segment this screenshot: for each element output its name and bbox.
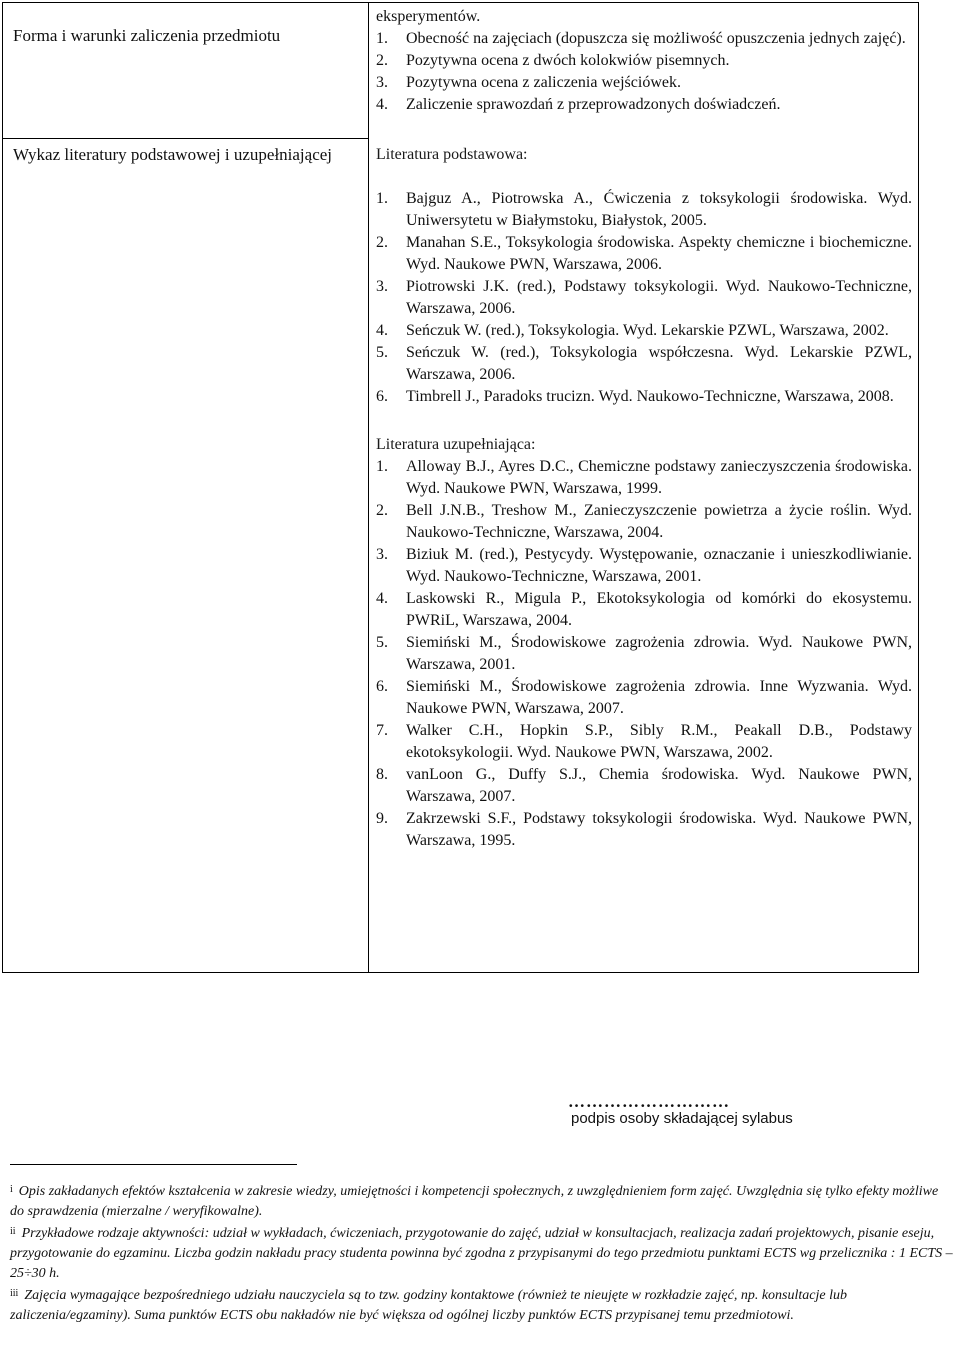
- list-item: [376, 342, 912, 386]
- item-number: 5.: [376, 634, 388, 651]
- item-number: 2.: [376, 234, 388, 251]
- item-text: Bell J.N.B., Treshow M., Zanieczyszczenie powietrza a życie roślin. Wyd. Naukowo-Techniczne, Warszawa, 2004.: [406, 502, 912, 541]
- footnote-mark: ii: [10, 1226, 16, 1237]
- list-item: [376, 808, 912, 852]
- item-text: Zaliczenie sprawozdań z przeprowadzonych doświadczeń.: [406, 96, 781, 113]
- syllabus-table: [2, 2, 919, 973]
- item-number: 6.: [376, 388, 388, 405]
- footnote-text: Przykładowe rodzaje aktywności: udział w wykładach, ćwiczeniach, przygotowanie do zajęć, udział w konsultacjach, realizacja zadań projektowych, pisanie eseju, przygotowanie do egzaminu. Liczba godzin nakładu pracy studenta powinna być zgodna z przypisanymi do tego przedmiotu punktami ECTS wg przelicznika : 1 ECTS – 25÷30 h.: [10, 1226, 953, 1281]
- list-item: [376, 28, 912, 50]
- item-text: Laskowski R., Migula P., Ekotoksykologia od komórki do ekosystemu. PWRiL, Warszawa, 2004.: [406, 590, 912, 629]
- item-text: Piotrowski J.K. (red.), Podstawy toksykologii. Wyd. Naukowo-Techniczne, Warszawa, 2006.: [406, 278, 912, 317]
- item-number: 5.: [376, 344, 388, 361]
- item-text: Seńczuk W. (red.), Toksykologia współczesna. Wyd. Lekarskie PZWL, Warszawa, 2006.: [406, 344, 912, 383]
- list-item: [376, 764, 912, 808]
- footnote-i: [10, 1182, 955, 1222]
- footnote-text: Zajęcia wymagające bezpośredniego udziału nauczyciela są to tzw. godziny kontaktowe (również te nieujęte w rozkładzie zajęć, np. konsultacje lub zaliczenia/egzaminy). Suma punktów ECTS obu nakładów nie być większa od ogólnej liczby punktów ECTS przypisanej temu przedmiotowi.: [10, 1288, 847, 1323]
- item-text: Pozytywna ocena z dwóch kolokwiów pisemnych.: [406, 52, 730, 69]
- list-item: [376, 50, 912, 72]
- column-divider: [368, 3, 369, 972]
- footnote-mark: iii: [10, 1288, 19, 1299]
- item-text: Zakrzewski S.F., Podstawy toksykologii środowiska. Wyd. Naukowe PWN, Warszawa, 1995.: [406, 810, 912, 849]
- item-text: Walker C.H., Hopkin S.P., Sibly R.M., Peakall D.B., Podstawy ekotoksykologii. Wyd. Naukowe PWN, Warszawa, 2002.: [406, 722, 912, 761]
- item-text: vanLoon G., Duffy S.J., Chemia środowiska. Wyd. Naukowe PWN, Warszawa, 2007.: [406, 766, 912, 805]
- item-number: 4.: [376, 96, 388, 113]
- signature-line: ………………………: [568, 1092, 730, 1111]
- row-label-literature: Wykaz literatury podstawowej i uzupełniającej: [13, 145, 333, 164]
- footnote-mark: i: [10, 1184, 13, 1195]
- item-number: 3.: [376, 278, 388, 295]
- basic-literature-heading: Literatura podstawowa:: [376, 146, 528, 163]
- item-number: 8.: [376, 766, 388, 783]
- item-number: 3.: [376, 74, 388, 91]
- list-item: [376, 500, 912, 544]
- item-number: 1.: [376, 458, 388, 475]
- list-item: [376, 588, 912, 632]
- item-number: 6.: [376, 678, 388, 695]
- item-number: 2.: [376, 52, 388, 69]
- list-item: [376, 632, 912, 676]
- item-number: 9.: [376, 810, 388, 827]
- assessment-lead-text: eksperymentów.: [376, 8, 481, 25]
- list-item: [376, 320, 912, 342]
- item-text: Siemiński M., Środowiskowe zagrożenia zdrowia. Inne Wyzwania. Wyd. Naukowe PWN, Warszawa, 2007.: [406, 678, 912, 717]
- item-number: 7.: [376, 722, 388, 739]
- item-number: 4.: [376, 590, 388, 607]
- item-text: Obecność na zajęciach (dopuszcza się możliwość opuszczenia jednych zajęć).: [406, 30, 906, 47]
- row-label-assessment: Forma i warunki zaliczenia przedmiotu: [13, 26, 281, 45]
- item-text: Siemiński M., Środowiskowe zagrożenia zdrowia. Wyd. Naukowe PWN, Warszawa, 2001.: [406, 634, 912, 673]
- signature-label: podpis osoby składającej sylabus: [571, 1110, 793, 1127]
- item-number: 4.: [376, 322, 388, 339]
- list-item: [376, 188, 912, 232]
- footnote-ii: [10, 1224, 955, 1284]
- item-text: Pozytywna ocena z zaliczenia wejściówek.: [406, 74, 681, 91]
- item-text: Bajguz A., Piotrowska A., Ćwiczenia z toksykologii środowiska. Wyd. Uniwersytetu w Białymstoku, Białystok, 2005.: [406, 190, 912, 229]
- list-item: [376, 232, 912, 276]
- item-number: 3.: [376, 546, 388, 563]
- item-text: Seńczuk W. (red.), Toksykologia. Wyd. Lekarskie PZWL, Warszawa, 2002.: [406, 322, 889, 339]
- list-item: [376, 676, 912, 720]
- supplementary-literature-heading: Literatura uzupełniająca:: [376, 436, 536, 453]
- row-divider: [3, 138, 368, 139]
- list-item: [376, 386, 912, 408]
- list-item: [376, 456, 912, 500]
- item-number: 1.: [376, 190, 388, 207]
- item-text: Manahan S.E., Toksykologia środowiska. Aspekty chemiczne i biochemiczne. Wyd. Naukowe PWN, Warszawa, 2006.: [406, 234, 912, 273]
- item-text: Timbrell J., Paradoks trucizn. Wyd. Naukowo-Techniczne, Warszawa, 2008.: [406, 388, 894, 405]
- list-item: [376, 72, 912, 94]
- list-item: [376, 94, 912, 116]
- item-text: Alloway B.J., Ayres D.C., Chemiczne podstawy zanieczyszczenia środowiska. Wyd. Naukowe PWN, Warszawa, 1999.: [406, 458, 912, 497]
- footnote-separator: [10, 1164, 297, 1165]
- item-number: 1.: [376, 30, 388, 47]
- footnote-iii: [10, 1286, 955, 1326]
- list-item: [376, 544, 912, 588]
- assessment-content: [376, 6, 912, 116]
- item-number: 2.: [376, 502, 388, 519]
- list-item: [376, 720, 912, 764]
- list-item: [376, 276, 912, 320]
- footnote-text: Opis zakładanych efektów kształcenia w zakresie wiedzy, umiejętności i kompetencji społecznych, z uwzględnieniem form zajęć. Uwzględnia się tylko efekty możliwe do sprawdzenia (mierzalne / weryfikowalne).: [10, 1184, 939, 1219]
- literature-content: [376, 144, 912, 852]
- item-text: Biziuk M. (red.), Pestycydy. Występowanie, oznaczanie i unieszkodliwianie. Wyd. Naukowo-Techniczne, Warszawa, 2001.: [406, 546, 912, 585]
